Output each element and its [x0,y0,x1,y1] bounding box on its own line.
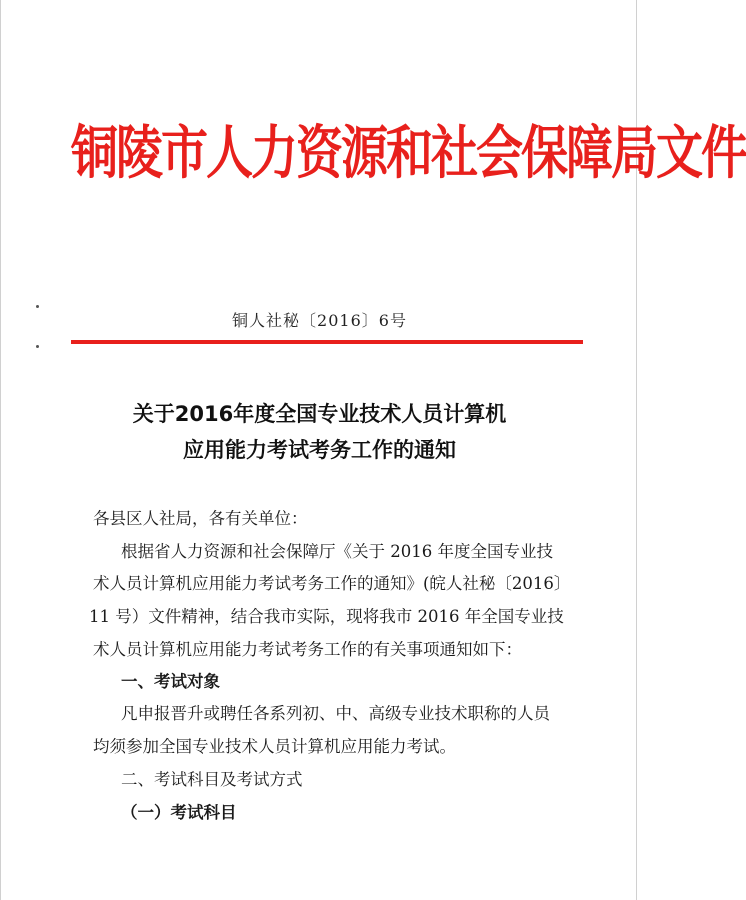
paragraph-line: 根据省人力资源和社会保障厅《关于 2016 年度全国专业技 [121,542,553,561]
notice-title-line1: 关于2016年度全国专业技术人员计算机 [132,402,507,426]
paragraph-line: 11 号）文件精神，结合我市实际，现将我市 2016 年全国专业技 [89,607,564,626]
red-divider-line [71,340,583,344]
paragraph-line: 术人员计算机应用能力考试考务工作的通知》(皖人社秘〔2016〕 [93,574,571,593]
salutation: 各县区人社局，各有关单位： [93,509,308,528]
section-heading: 一、考试对象 [121,672,220,691]
issuing-authority-header: 铜陵市人力资源和社会保障局文件 [71,120,746,188]
scan-speck [36,345,39,348]
notice-title-line2: 应用能力考试考务工作的通知 [183,438,456,462]
document-number: 铜人社秘〔2016〕6号 [232,311,407,330]
subsection-heading: （一）考试科目 [121,803,237,822]
paragraph-line: 均须参加全国专业技术人员计算机应用能力考试。 [93,737,456,756]
paragraph-line: 凡申报晋升或聘任各系列初、中、高级专业技术职称的人员 [121,704,550,723]
paragraph-line: 术人员计算机应用能力考试考务工作的有关事项通知如下： [93,640,522,659]
section-heading: 二、考试科目及考试方式 [121,770,303,789]
